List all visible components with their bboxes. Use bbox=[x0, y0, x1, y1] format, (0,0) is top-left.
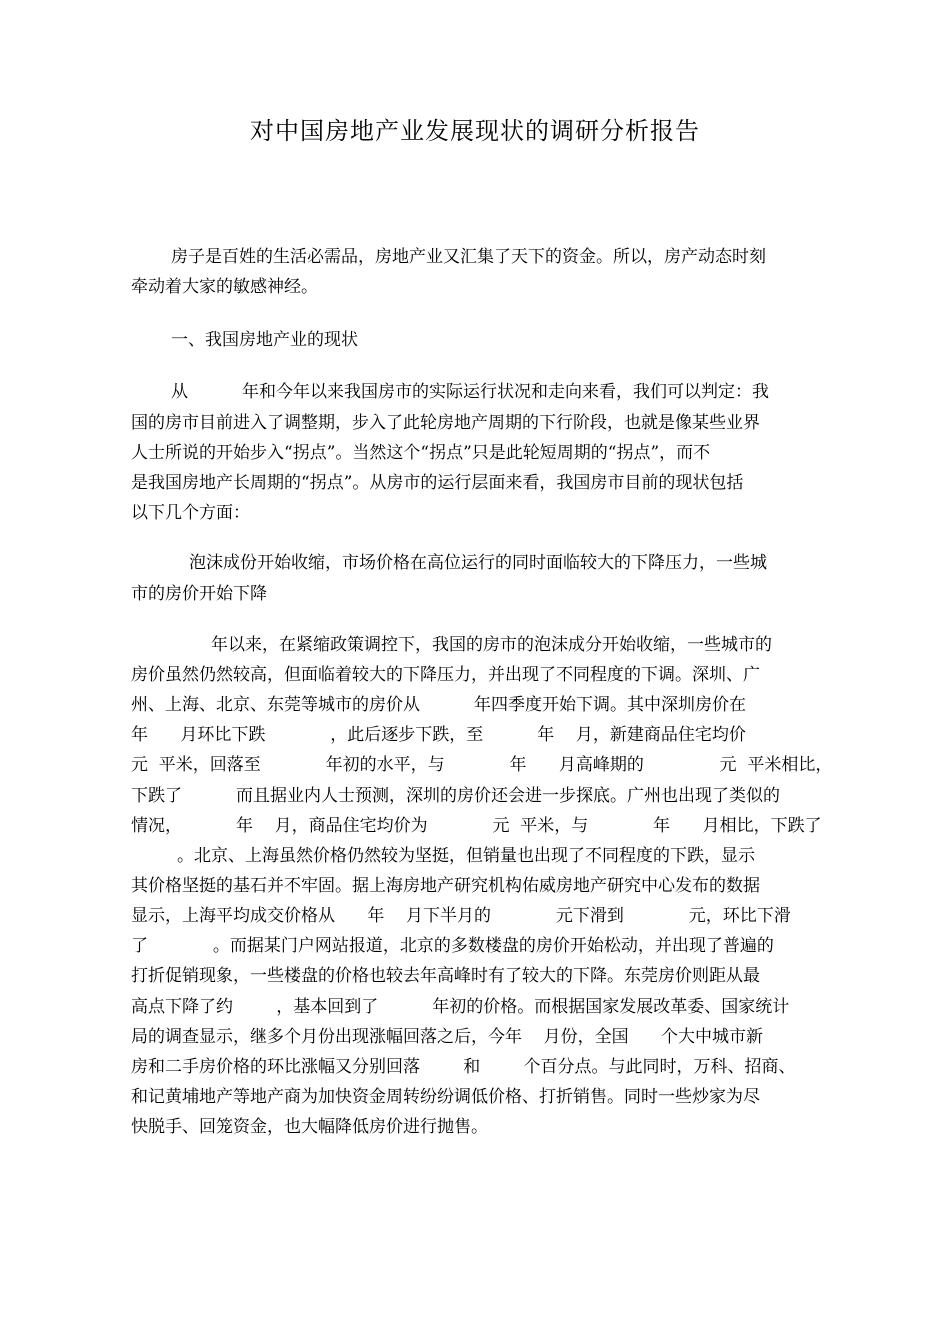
text-line: 。北京、上海虽然价格仍然较为坚挺，但销量也出现了不同程度的下跌，显示 bbox=[177, 846, 755, 866]
text-line: 州、上海、北京、东莞等城市的房价从 年四季度开始下调。其中深圳房价在 bbox=[131, 695, 747, 715]
text-line: 其价格坚挺的基石并不牢固。据上海房地产研究机构佑威房地产研究中心发布的数据 bbox=[131, 876, 760, 896]
document-title: 对中国房地产业发展现状的调研分析报告 bbox=[250, 117, 700, 145]
text-line: 高点下降了约 ，基本回到了 年初的价格。而根据国家发展改革委、国家统计 bbox=[131, 997, 790, 1017]
text-line: 和记黄埔地产等地产商为加快资金周转纷纷调低价格、打折销售。同时一些炒家为尽 bbox=[131, 1087, 760, 1107]
text-line: 房和二手房价格的环比涨幅又分别回落 和 个百分点。与此同时，万科、招商、 bbox=[131, 1057, 796, 1077]
text-line: 下跌了 而且据业内人士预测，深圳的房价还会进一步探底。广州也出现了类似的 bbox=[131, 786, 781, 806]
subsection-heading: 市的房价开始下降 bbox=[131, 584, 267, 604]
text-line: 房价虽然仍然较高，但面临着较大的下降压力，并出现了不同程度的下调。深圳、广 bbox=[131, 665, 760, 685]
text-line: 局的调查显示，继多个月份出现涨幅回落之后，今年 月份，全国 个大中城市新 bbox=[131, 1027, 764, 1047]
text-line: 年以来，在紧缩政策调控下，我国的房市的泡沫成分开始收缩，一些城市的 bbox=[211, 635, 772, 655]
text-line: 从 年和今年以来我国房市的实际运行状况和走向来看，我们可以判定：我 bbox=[171, 382, 770, 402]
text-line: 情况， 年 月，商品住宅均价为 元 平米，与 年 月相比，下跌了 bbox=[131, 816, 822, 836]
text-line: 年 月环比下跌 ，此后逐步下跌，至 年 月，新建商品住宅均价 bbox=[131, 725, 746, 745]
text-line: 国的房市目前进入了调整期，步入了此轮房地产周期的下行阶段，也就是像某些业界 bbox=[131, 413, 760, 433]
text-line: 快脱手、回笼资金，也大幅降低房价进行抛售。 bbox=[131, 1117, 488, 1137]
text-line: 人士所说的开始步入“拐点”。当然这个“拐点”只是此轮短周期的“拐点”，而不 bbox=[131, 443, 711, 463]
section-heading: 一、我国房地产业的现状 bbox=[171, 330, 358, 350]
text-line: 牵动着大家的敏感神经。 bbox=[131, 277, 318, 297]
text-line: 显示，上海平均成交价格从 年 月下半月的 元下滑到 元，环比下滑 bbox=[131, 906, 791, 926]
text-line: 了 。而据某门户网站报道，北京的多数楼盘的房价开始松动，并出现了普遍的 bbox=[131, 936, 774, 956]
text-line: 是我国房地产长周期的“拐点”。从房市的运行层面来看，我国房市目前的现状包括 bbox=[131, 473, 744, 493]
text-line: 以下几个方面： bbox=[131, 503, 250, 523]
text-line: 房子是百姓的生活必需品，房地产业又汇集了天下的资金。所以，房产动态时刻 bbox=[171, 247, 766, 267]
text-line: 元 平米，回落至 年初的水平，与 年 月高峰期的 元 平米相比， bbox=[131, 755, 833, 775]
text-line: 打折促销现象，一些楼盘的价格也较去年高峰时有了较大的下降。东莞房价则距从最 bbox=[131, 966, 760, 986]
subsection-heading: 泡沫成份开始收缩，市场价格在高位运行的同时面临较大的下降压力，一些城 bbox=[189, 553, 767, 573]
